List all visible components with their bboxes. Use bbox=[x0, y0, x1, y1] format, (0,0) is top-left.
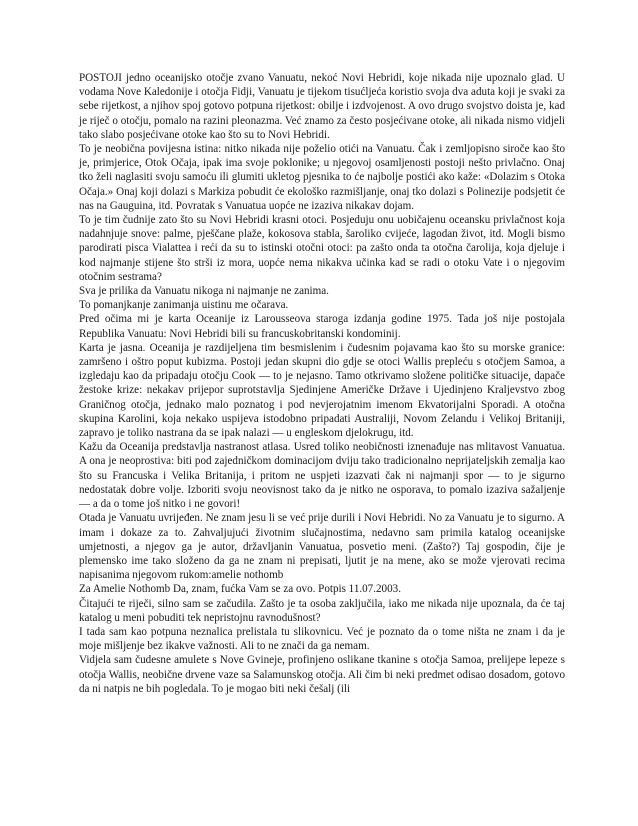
paragraph: Pred očima mi je karta Oceanije iz Larousseova staroga izdanja godine 1975. Tada još nije postojala Republika Vanuatu: Novi Hebridi bili su francuskobritanski kondominij. bbox=[79, 313, 565, 340]
paragraph: Za Amelie Nothomb Da, znam, fućka Vam se za ovo. Potpis 11.07.2003. bbox=[79, 583, 401, 596]
paragraph: Kažu da Oceanija predstavlja nastranost atlasa. Usred toliko neobičnosti iznenađuje nas mlitavost Vanuatua. A ona je neoprostiva: biti pod zajedničkom dominacijom dviju tako tradicionalno neprijateljskih zemalja kao što su Francuska i Velika Britanija, i pritom ne uspjeti izazvati čak ni najmanji spor — to je sigurno nedostatak dobre volje. Izboriti svoju neovisnost tako da je nitko ne osporava, to pomalo izaziva sažaljenje — a da o tome još nitko i ne govori! bbox=[79, 441, 565, 511]
paragraph: To pomanjkanje zanimanja uistinu me očarava. bbox=[79, 299, 289, 312]
paragraph: Sva je prilika da Vanuatu nikoga ni najmanje ne zanima. bbox=[79, 285, 329, 298]
document-body bbox=[79, 71, 565, 696]
paragraph: Otada je Vanuatu uvrijeđen. Ne znam jesu li se već prije durili i Novi Hebridi. No za Vanuatu je to sigurno. A imam i dokaze za to. Zahvaljujući životnim slučajnostima, nedavno sam primila katalog oceanijske umjetnosti, a njegov ga je autor, državljanin Vanuatua, posvetio meni. (Zašto?) Taj gospodin, čije je plemensko ime tako složeno da ga ne znam ni prepisati, ljutit je na mene, ako se može vjerovati recima napisanima njegovom rukom:amelie nothomb bbox=[79, 512, 565, 582]
paragraph: To je tim čudnije zato što su Novi Hebridi krasni otoci. Posjeduju onu uobičajenu oceansku privlačnost koja nadahnjuje snove: palme, pješčane plaže, kokosova stabla, šaroliko cvijeće, lagodan život, itd. Mogli bismo parodirati pisca Vialattea i reći da su to istinski otočni otoci: pa zašto onda ta otočna čarolija, koja djeluje i kod najmanje stijene što strši iz mora, uopće nema nikakva učinka kad se radi o otoku Vate i o njegovim otočnim sestrama? bbox=[79, 214, 565, 283]
paragraph: Čitajući te riječi, silno sam se začudila. Zašto je ta osoba zaključila, iako me nikada nije upoznala, da će taj katalog u meni pobuditi tek nepristojnu ravnodušnost? bbox=[79, 597, 565, 624]
paragraph: POSTOJI jedno oceanijsko otočje zvano Vanuatu, nekoć Novi Hebridi, koje nikada nije upoznalo glad. U vodama Nove Kaledonije i otočja Fidji, Vanuatu je tijekom tisućljeća koristio svoja dva aduta koji je svaki za sebe rijetkost, a njihov spoj gotovo potpuna rijetkost: obilje i izdvojenost. A ovo drugo svojstvo doista je, kad je riječ o otočju, pomalo na razini pleonazma. Već znamo za često posjećivane otoke, ali nikada nismo vidjeli tako slabo posjećivane otoke kao što su to Novi Hebridi. bbox=[79, 72, 565, 141]
paragraph: To je neobična povijesna istina: nitko nikada nije poželio otići na Vanuatu. Čak i zemljopisno siroče kao što je, primjerice, Otok Očaja, ipak ima svoje poklonike; u njegovoj osamljenosti postoji nešto privlačno. Onaj tko želi naglasiti svoju samoću ili glumiti ukletog pjesnika to će najbolje postići ako kaže: «Dolazim s Otoka Očaja.» Onaj koji dolazi s Markiza pobudit će ekološko razmišljanje, onaj tko dolazi s Polinezije podsjetit će nas na Gauguina, itd. Povratak s Vanuatua uopće ne izaziva nikakav dojam. bbox=[79, 143, 565, 212]
paragraph: I tada sam kao potpuna neznalica prelistala tu slikovnicu. Već je poznato da o tome ništa ne znam i da je moje mišljenje bez ikakve važnosti. Ali to ne znači da ga nemam. bbox=[79, 625, 565, 653]
paragraph: Vidjela sam čudesne amulete s Nove Gvineje, profinjeno oslikane tkanine s otočja Samoa, prelijepe lepeze s otočja Wallis, neobične drvene vaze sa Salamunskog otočja. Ali čim bi neki predmet odisao dosadom, gotovo da ni natpis ne bih pogledala. To je mogao biti neki češalj (ili bbox=[79, 654, 565, 695]
paragraph: Karta je jasna. Oceanija je razdijeljena tim besmislenim i čudesnim pojavama kao što su morske granice: zamršeno i oštro poput kubizma. Postoji jedan skupni dio gdje se otoci Wallis prepleću s otočjem Samoa, a izgledaju kao da pripadaju otočju Cook — to je nejasno. Tamo otkrivamo složene političke situacije, dapače žestoke krize: nekakav prijepor suprotstavlja Sjedinjene Američke Države i Ujedinjeno Kraljevstvo zbog Graničnog otočja, jednako malo poznatog i pod nevjerojatnim imenom Ekvatorijalni Sporadi. A otočna skupina Karolini, koja nekako uspijeva istodobno pripadati Australiji, Novom Zelandu i Velikoj Britaniji, zapravo je toliko nastrana da se ipak nalazi — u engleskom djelokrugu, itd. bbox=[79, 341, 565, 440]
